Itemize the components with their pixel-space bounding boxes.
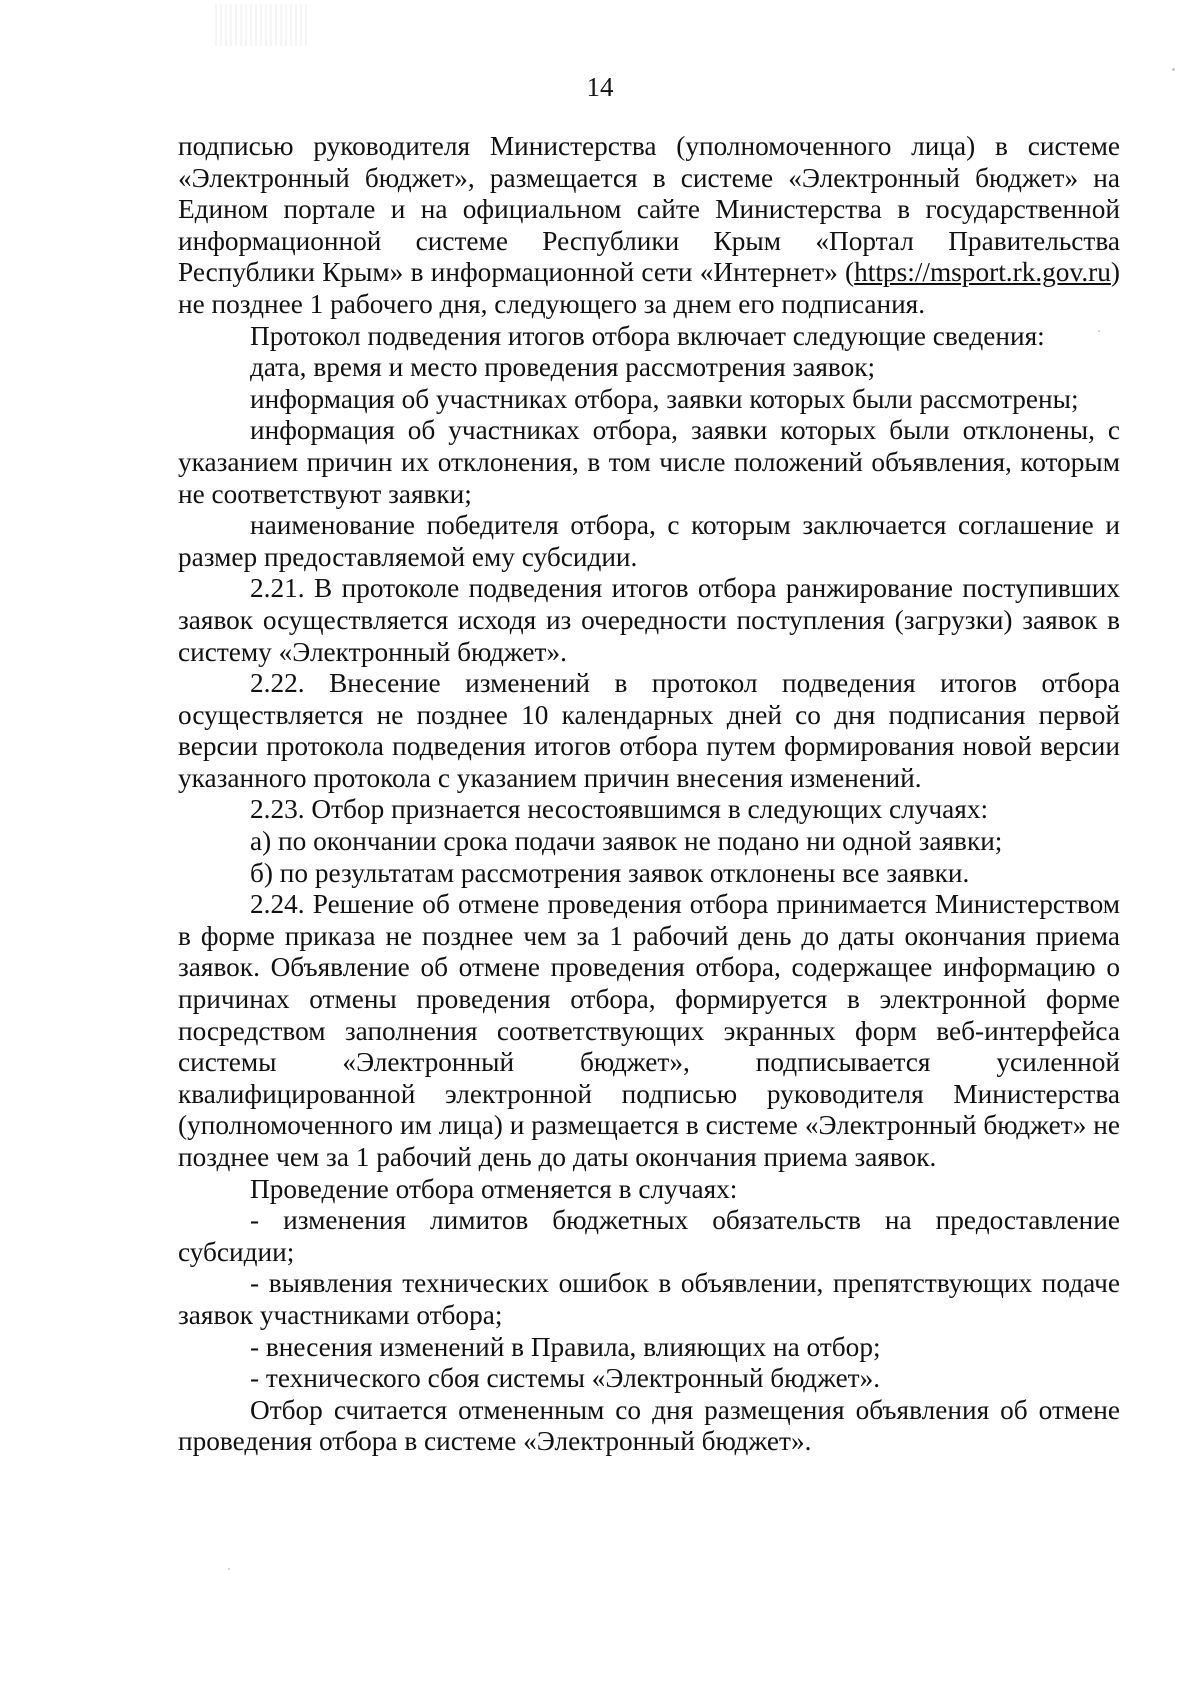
- clause-2-23: 2.23. Отбор признается несостоявшимся в следующих случаях:: [250, 794, 989, 825]
- list-item-errors: - выявления технических ошибок в объявлении, препятствующих подаче заявок участниками отбора;: [178, 1268, 1120, 1330]
- website-link[interactable]: https://msport.rk.gov.ru: [854, 257, 1111, 288]
- paragraph-text: подписью руководителя Министерства (уполномоченного лица) в системе «Электронный бюджет», размещается в системе «Электронный бюджет» на Едином портале и на официальном сайте Министерства в государственной информационной системе Республики Крым «Портал Правительства Республики Крым» в информационной сети «Интернет» (: [178, 131, 1120, 288]
- scan-speck: [228, 1568, 230, 1570]
- paragraph-cancellation-cases: Проведение отбора отменяется в случаях:: [250, 1173, 738, 1204]
- paragraph-protocol-contents: Протокол подведения итогов отбора включает следующие сведения:: [250, 320, 1045, 351]
- paragraph-publication: [178, 131, 1120, 321]
- list-item-failure: - технического сбоя системы «Электронный бюджет».: [250, 1363, 881, 1394]
- list-item-rejected: информация об участниках отбора, заявки которых были отклонены, с указанием причин их отклонения, в том числе положений объявления, которым не соответствуют заявки;: [178, 415, 1120, 509]
- clause-2-24: 2.24. Решение об отмене проведения отбора принимается Министерством в форме приказа не позднее чем за 1 рабочий день до даты окончания приема заявок. Объявление об отмене проведения отбора, содержащее информацию о причинах отмены проведения отбора, формируется в электронной форме посредством заполнения соответствующих экранных форм веб-интерфейса системы «Электронный бюджет», подписывается усиленной квалифицированной электронной подписью руководителя Министерства (уполномоченного им лица) и размещается в системе «Электронный бюджет» не позднее чем за 1 рабочий день до даты окончания приема заявок.: [178, 889, 1120, 1172]
- scan-speck: [1172, 68, 1175, 71]
- paragraph-cancelled: Отбор считается отмененным со дня размещения объявления об отмене проведения отбора в системе «Электронный бюджет».: [178, 1394, 1120, 1457]
- page-number: 14: [586, 72, 614, 102]
- paragraph-text: ) не позднее 1 рабочего дня, следующего за днем его подписания.: [178, 257, 1120, 319]
- clause-2-21: 2.21. В протоколе подведения итогов отбора ранжирование поступивших заявок осуществляется исходя из очередности поступления (загрузки) заявок в систему «Электронный бюджет».: [178, 573, 1120, 667]
- clause-2-23-b: б) по результатам рассмотрения заявок отклонены все заявки.: [250, 857, 970, 888]
- list-item-date: дата, время и место проведения рассмотрения заявок;: [250, 352, 876, 383]
- list-item-reviewed: информация об участниках отбора, заявки которых были рассмотрены;: [250, 383, 1079, 414]
- clause-2-23-a: а) по окончании срока подачи заявок не подано ни одной заявки;: [250, 826, 1003, 857]
- document-body: [178, 131, 1120, 1458]
- clause-2-22: 2.22. Внесение изменений в протокол подведения итогов отбора осуществляется не позднее 10 календарных дней со дня подписания первой версии протокола подведения итогов отбора путем формирования новой версии указанного протокола с указанием причин внесения изменений.: [178, 668, 1120, 793]
- list-item-rules: - внесения изменений в Правила, влияющих на отбор;: [250, 1331, 881, 1362]
- list-item-limits: - изменения лимитов бюджетных обязательств на предоставление субсидии;: [178, 1205, 1120, 1267]
- list-item-winner: наименование победителя отбора, с которым заключается соглашение и размер предоставляемой ему субсидии.: [178, 510, 1120, 572]
- scan-artifact: [215, 4, 310, 46]
